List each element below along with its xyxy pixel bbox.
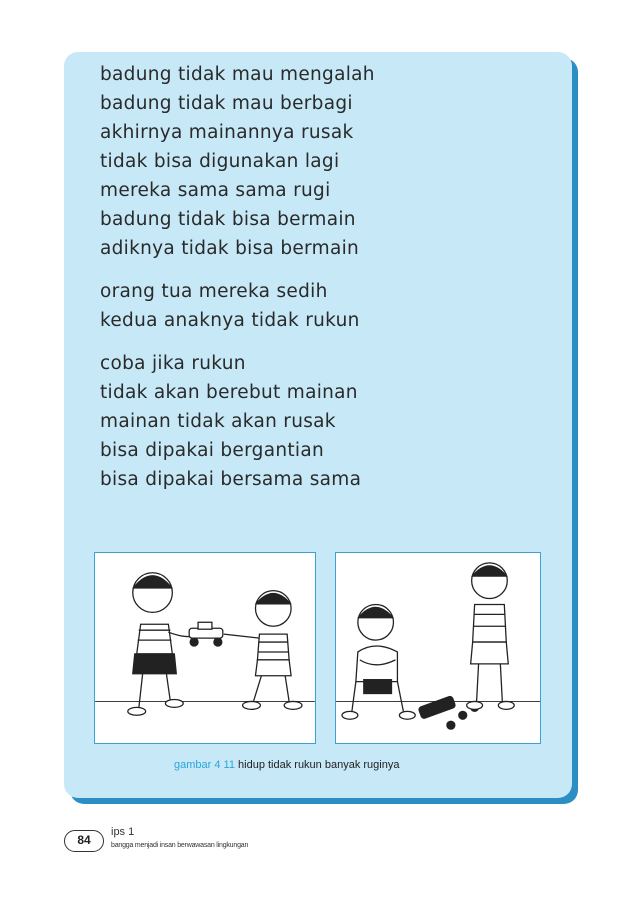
children-fighting-drawing: [95, 553, 315, 743]
poem-stanza-2: [100, 277, 540, 335]
poem-line: akhirnya mainannya rusak: [100, 122, 354, 143]
poem-line: kedua anaknya tidak rukun: [100, 310, 360, 331]
poem-stanza-1: [100, 60, 540, 263]
book-title: ips 1: [111, 826, 135, 838]
book-subtitle: bangga menjadi insan berwawasan lingkungan: [111, 842, 249, 849]
poem-line: mainan tidak akan rusak: [100, 411, 336, 432]
broken-toy-drawing: [336, 553, 540, 743]
poem-line: badung tidak bisa bermain: [100, 209, 356, 230]
poem-line: adiknya tidak bisa bermain: [100, 238, 360, 259]
figure-caption-text: hidup tidak rukun banyak ruginya: [238, 759, 400, 771]
poem-line: tidak bisa digunakan lagi: [100, 151, 340, 172]
poem-line: badung tidak mau berbagi: [100, 93, 353, 114]
figure-caption-label: gambar 4 11: [174, 759, 235, 771]
page-number: 84: [64, 830, 104, 852]
poem-line: coba jika rukun: [100, 353, 246, 374]
poem-line: tidak akan berebut mainan: [100, 382, 358, 403]
illustration-fighting: [94, 552, 316, 744]
poem-line: badung tidak mau mengalah: [100, 64, 375, 85]
figure-caption: [174, 759, 399, 771]
poem-line: mereka sama sama rugi: [100, 180, 331, 201]
poem-line: bisa dipakai bergantian: [100, 440, 325, 461]
poem: [100, 60, 540, 508]
poem-line: bisa dipakai bersama sama: [100, 469, 362, 490]
poem-line: orang tua mereka sedih: [100, 281, 328, 302]
illustration-broken-toy: [335, 552, 541, 744]
poem-stanza-3: [100, 349, 540, 494]
